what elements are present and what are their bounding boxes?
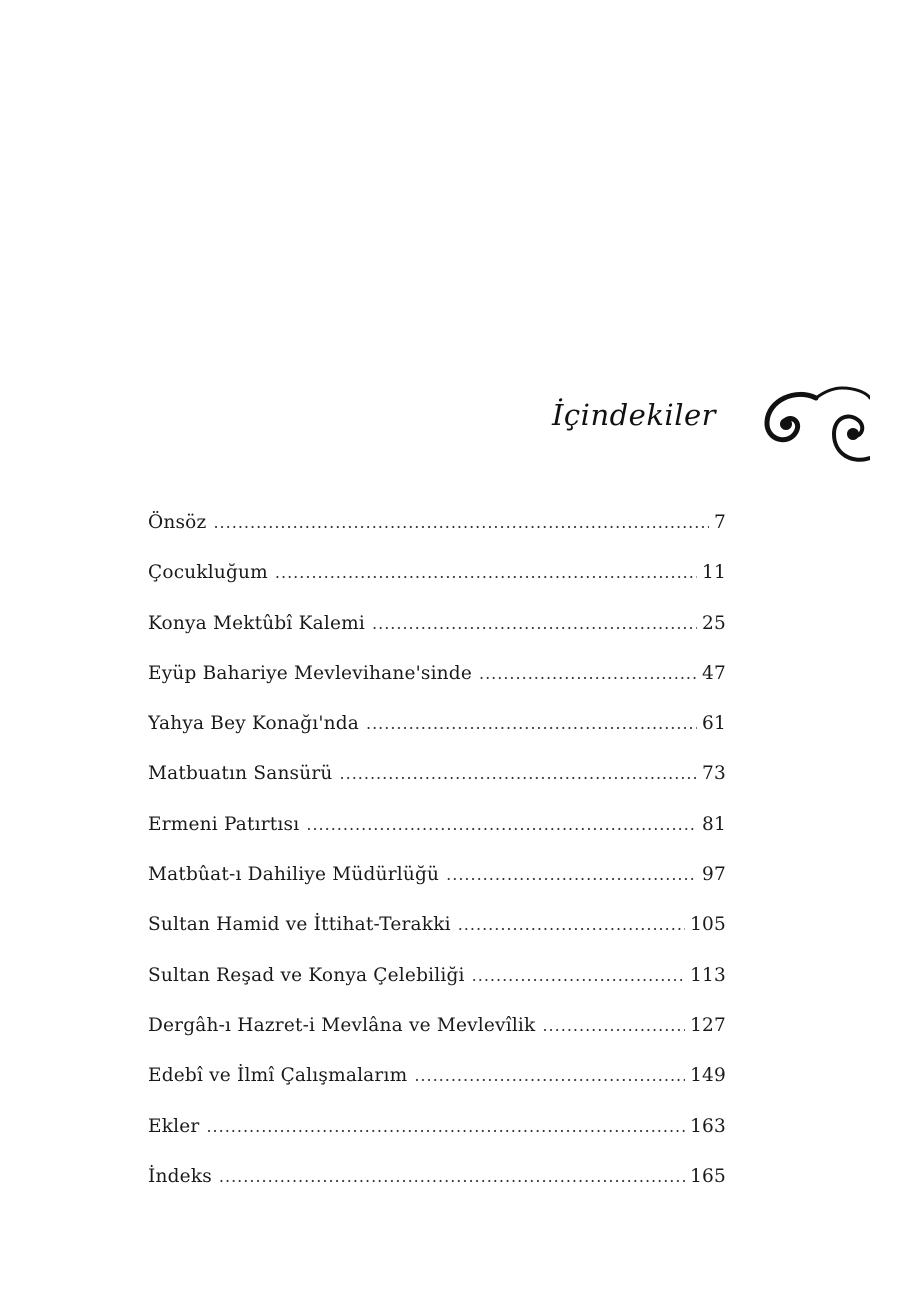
toc-entry-title: Matbûat-ı Dahiliye Müdürlüğü [148, 864, 440, 886]
dot-leader [472, 963, 685, 989]
toc-entry[interactable] [148, 1112, 726, 1162]
toc-entry[interactable] [148, 1061, 726, 1111]
toc-page-number: 81 [702, 813, 726, 835]
toc-entry-title: Ekler [148, 1115, 200, 1137]
dot-leader [458, 912, 685, 938]
scroll-flourish-icon [758, 378, 870, 470]
toc-page-number: 127 [690, 1014, 726, 1036]
toc-entry-title: Edebî ve İlmî Çalışmalarım [148, 1065, 408, 1087]
toc-entry-title: Matbuatın Sansürü [148, 763, 333, 785]
toc-page-number: 105 [690, 914, 726, 936]
toc-page-number: 163 [690, 1115, 726, 1137]
toc-entry-title: İndeks [148, 1165, 212, 1187]
toc-entry-title: Sultan Reşad ve Konya Çelebiliği [148, 964, 465, 986]
toc-entry[interactable] [148, 558, 726, 608]
toc-entry[interactable] [148, 860, 726, 910]
table-of-contents [148, 508, 726, 1212]
toc-entry[interactable] [148, 609, 726, 659]
toc-page-number: 113 [690, 964, 726, 986]
dot-leader [340, 761, 698, 787]
toc-entry-title: Önsöz [148, 512, 207, 533]
toc-page-number: 97 [702, 864, 726, 886]
toc-page-number: 7 [714, 512, 726, 533]
toc-entry-title: Sultan Hamid ve İttihat-Terakki [148, 914, 451, 936]
toc-page-number: 61 [702, 713, 726, 735]
dot-leader [366, 711, 697, 737]
dot-leader [542, 1013, 685, 1039]
toc-entry-title: Eyüp Bahariye Mevlevihane'sinde [148, 662, 472, 684]
dot-leader [414, 1063, 685, 1089]
toc-entry-title: Çocukluğum [148, 562, 268, 584]
dot-leader [372, 611, 697, 637]
toc-entry-title: Ermeni Patırtısı [148, 813, 300, 835]
toc-entry[interactable] [148, 1162, 726, 1212]
toc-entry[interactable] [148, 659, 726, 709]
toc-page-number: 73 [702, 763, 726, 785]
dot-leader [306, 812, 697, 838]
toc-entry[interactable] [148, 961, 726, 1011]
toc-entry[interactable] [148, 910, 726, 960]
dot-leader [479, 661, 697, 687]
toc-entry[interactable] [148, 508, 726, 558]
dot-leader [219, 1164, 685, 1190]
toc-entry-title: Yahya Bey Konağı'nda [148, 713, 359, 735]
toc-entry[interactable] [148, 759, 726, 809]
toc-page-number: 47 [702, 662, 726, 684]
toc-entry[interactable] [148, 810, 726, 860]
dot-leader [446, 862, 697, 888]
toc-page-number: 165 [690, 1165, 726, 1187]
dot-leader [206, 1114, 685, 1140]
toc-entry-title: Dergâh-ı Hazret-i Mevlâna ve Mevlevîlik [148, 1014, 536, 1036]
dot-leader [213, 510, 709, 536]
toc-page-number: 25 [702, 612, 726, 634]
toc-page-number: 149 [690, 1065, 726, 1087]
toc-page-number: 11 [702, 562, 726, 584]
dot-leader [275, 560, 697, 586]
toc-entry[interactable] [148, 1011, 726, 1061]
toc-entry-title: Konya Mektûbî Kalemi [148, 612, 366, 634]
page-title: İçindekiler [551, 398, 716, 432]
toc-entry[interactable] [148, 709, 726, 759]
